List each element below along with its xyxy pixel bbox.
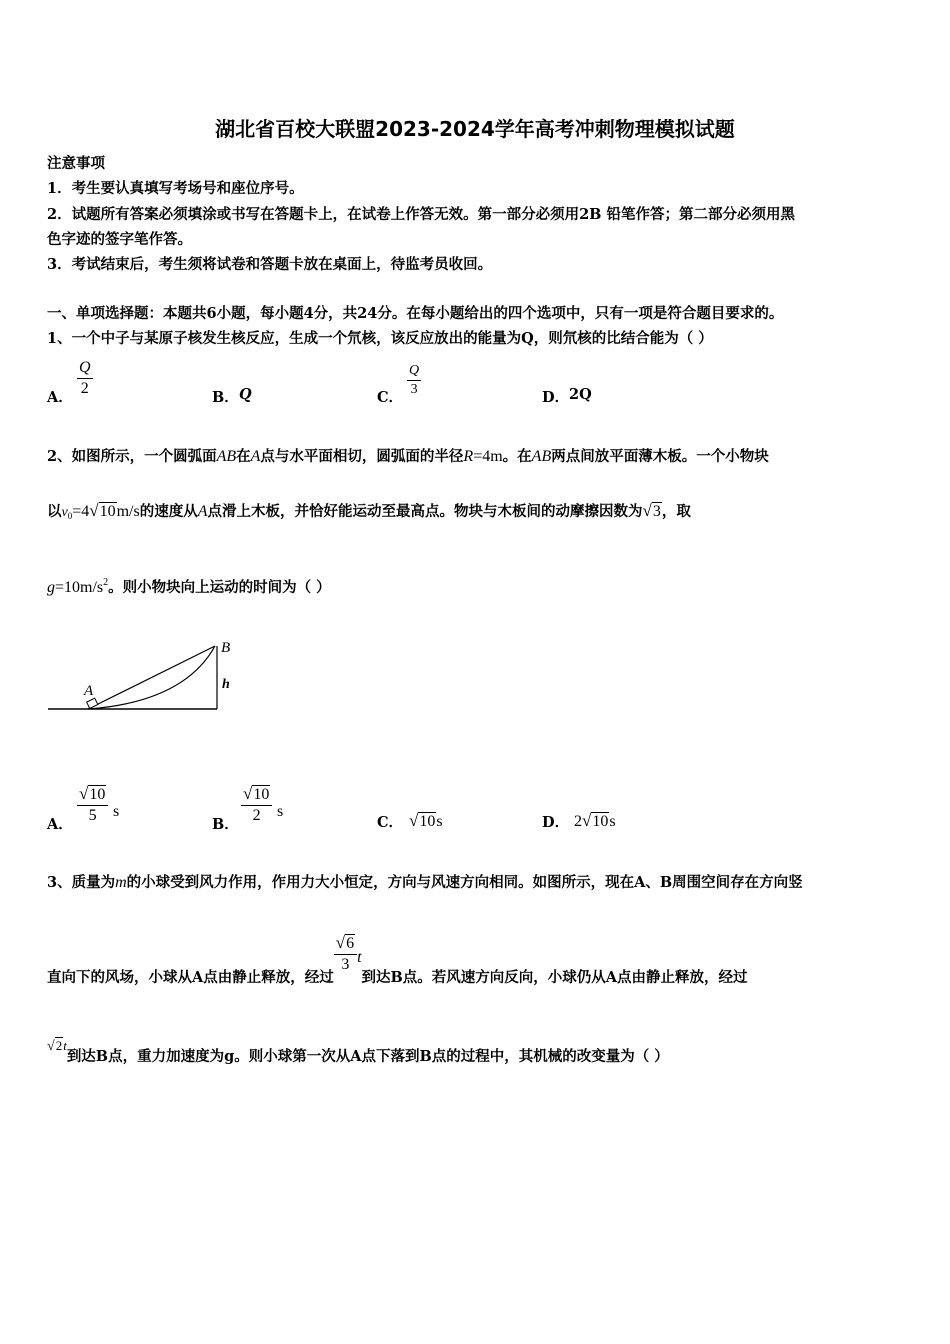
text: ，取: [661, 503, 691, 520]
math-superscript: 2: [103, 577, 109, 588]
notice-item: 色字迹的签字笔作答。: [47, 231, 192, 248]
fraction-numerator: Q: [407, 364, 421, 381]
q2-option-c-value: √10s: [409, 811, 443, 830]
q3-line-1: [47, 871, 803, 892]
text: 2、如图所示，一个圆弧面: [47, 448, 217, 465]
unit: s: [277, 803, 284, 820]
small-block: [87, 698, 98, 708]
text: 两点间放平面薄木板。一个小物块: [551, 448, 769, 465]
notice-item: 3．考试结束后，考生须将试卷和答题卡放在桌面上，待监考员收回。: [47, 256, 493, 273]
math-var: t: [357, 948, 362, 966]
math-value: =4m: [473, 448, 503, 465]
unit: s: [436, 813, 443, 830]
math-subscript: 0: [67, 511, 73, 521]
q2-option-d-label: D．: [542, 814, 570, 831]
fraction-denominator: 2: [80, 379, 89, 397]
q1-option-b-label: B．: [212, 389, 239, 406]
fraction-numerator: √10: [77, 785, 108, 806]
math-var: A: [250, 448, 261, 465]
q1-options: [47, 360, 927, 410]
page-title: 湖北省百校大联盟2023-2024学年高考冲刺物理模拟试题: [215, 117, 735, 141]
sqrt: √2: [47, 1038, 63, 1054]
q1-option-a-value: [77, 360, 93, 398]
radicand: 10: [419, 813, 436, 830]
section-header: 一、单项选择题：本题共6小题，每小题4分，共24分。在每小题给出的四个选项中，只有一项是符合题目要求的。: [47, 305, 784, 322]
label-h: h: [222, 677, 230, 692]
q2-option-c-label: C．: [377, 814, 404, 831]
incline-figure: [44, 632, 244, 717]
math-var: g: [47, 579, 55, 596]
q1-option-a-label: A．: [47, 389, 73, 406]
text: 。在: [502, 448, 532, 465]
radicand: 3: [652, 503, 661, 520]
fraction-denominator: 3: [341, 955, 350, 973]
q1-stem: 1、一个中子与某原子核发生核反应，生成一个氘核，该反应放出的能量为Q，则氘核的比结合能为（ ）: [47, 330, 713, 347]
math-value: =10m/s: [55, 579, 104, 596]
radicand: 10: [253, 786, 270, 803]
math-var: A: [197, 503, 208, 520]
q1-option-d-label: D．: [542, 389, 570, 406]
radicand: 10: [99, 503, 116, 520]
q1-option-b-value: Q: [239, 386, 252, 403]
fraction-numerator: √6: [334, 934, 357, 955]
radicand: 2: [55, 1038, 63, 1053]
radicand: 10: [592, 813, 609, 830]
math-var: m: [115, 874, 127, 891]
text: 到达B点。若风速方向反向，小球仍从A点由静止释放，经过: [361, 968, 748, 986]
math-var: AB: [531, 448, 552, 465]
fraction-denominator: 5: [88, 806, 97, 824]
text: 到达B点，重力加速度为g。则小球第一次从A点下落到B点的过程中，其机械的改变量为（ ）: [66, 1048, 669, 1065]
text: 点与水平面相切，圆弧面的半径: [260, 448, 464, 465]
q2-option-b-value: [241, 785, 272, 825]
q2-options: [47, 785, 927, 835]
text: 在: [236, 448, 251, 465]
q2-option-a-value: [77, 785, 108, 825]
math-var: t: [63, 1038, 67, 1053]
q2-option-b-label: B．: [212, 816, 239, 833]
q1-option-c-value: [407, 364, 421, 397]
fraction: [334, 934, 357, 974]
text: 以: [47, 503, 62, 520]
notice-item: 2．试题所有答案必须填涂或书写在答题卡上，在试卷上作答无效。第一部分必须用2B 铅笔作答；第二部分必须用黑: [47, 206, 795, 223]
q1-option-d-value: 2Q: [569, 386, 592, 403]
q2-option-a-label: A．: [47, 816, 73, 833]
q3-line-3: [47, 1034, 669, 1068]
radicand: 6: [346, 935, 355, 952]
unit: s: [113, 803, 120, 820]
text: 直向下的风场，小球从A点由静止释放，经过: [47, 968, 334, 986]
math-var: R: [463, 448, 474, 465]
label-b: B: [221, 640, 231, 656]
text: 点滑上木板，并恰好能运动至最高点。物块与木板间的动摩擦因数为: [207, 503, 643, 520]
text: 3、质量为: [47, 874, 116, 891]
sqrt: √3: [642, 501, 661, 520]
text: 的小球受到风力作用，作用力大小恒定，方向与风速方向相同。如图所示，现在A、B周围空间存在方向竖: [126, 874, 803, 891]
math-var: v: [61, 505, 68, 520]
sqrt: √10: [89, 501, 116, 520]
coefficient: 2: [574, 813, 582, 830]
notice-item: 1．考生要认真填写考场号和座位序号。: [47, 180, 304, 197]
notice-heading: 注意事项: [47, 155, 105, 172]
q2-line-1: [47, 445, 769, 466]
q2-line-3: [47, 576, 331, 597]
unit: s: [609, 813, 616, 830]
text: 。则小物块向上运动的时间为（ ）: [108, 579, 331, 596]
math-value: =4: [72, 503, 90, 520]
q1-option-c-label: C．: [377, 389, 404, 406]
fraction-denominator: 2: [252, 806, 261, 824]
fraction-denominator: 3: [410, 381, 418, 397]
q2-option-d-value: 2√10s: [574, 811, 616, 830]
text: 的速度从: [139, 503, 198, 520]
label-a: A: [84, 683, 94, 699]
fraction-numerator: Q: [77, 360, 93, 379]
math-unit: m/s: [116, 503, 140, 520]
q3-line-2: [47, 932, 748, 984]
radicand: 10: [89, 786, 106, 803]
math-var: AB: [216, 448, 237, 465]
q2-line-2: [47, 500, 691, 521]
fraction-numerator: √10: [241, 785, 272, 806]
board-line: [88, 646, 215, 709]
